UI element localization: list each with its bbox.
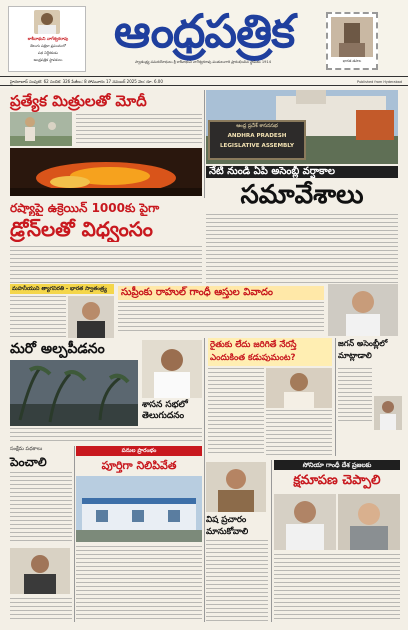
modi-photo: [10, 112, 72, 146]
founder-box: [8, 6, 86, 72]
founder-note-3: ఆంధ్రపత్రిక స్థాపకులు: [33, 58, 63, 62]
assembly-board: [208, 120, 306, 160]
amit-shah-photo: [274, 494, 336, 550]
stamp-portrait: [331, 17, 373, 57]
vishaprachar-headline: విష ప్రచారం మానుకోవాలి: [206, 515, 249, 537]
founded-text: స్థాపితం 1914: [249, 60, 272, 64]
complete-kicker: పనుల ప్రారంభం: [76, 446, 202, 456]
farmers-photo: [266, 368, 332, 408]
board-line-1: ఆంధ్ర ప్రదేశ్ శాసనసభ: [236, 123, 278, 129]
modi-headline: ప్రత్యేక మిత్రులతో మోదీ: [10, 92, 147, 110]
masthead-tagline: [92, 60, 314, 65]
postage-stamp: [326, 12, 378, 70]
sonia-body: [274, 554, 400, 622]
assembly-headline: సమావేశాలు: [240, 180, 364, 210]
edition-badge: Published from Hyderabad: [356, 79, 402, 84]
dateline: [0, 76, 408, 86]
complete-headline: పూర్తిగా నిలిపివేత: [101, 459, 177, 472]
jagan-photo: [374, 396, 402, 430]
pension-photo: [10, 548, 70, 594]
tribute-headline: మహనీయుని త్యాగనిరతి - భారత స్వాతంత్ర్య: [10, 284, 114, 294]
founder-note-1: తెలుగు పత్రికా ప్రపంచంలో: [30, 44, 66, 48]
sonia-photo: [338, 494, 400, 550]
russia-headline: డ్రోన్‌లతో విధ్వంసం: [10, 217, 153, 241]
board-line-3: LEGISLATIVE ASSEMBLY: [219, 143, 295, 149]
column-rule: [204, 90, 205, 198]
sonia-headline: క్షమాపణ చెప్పాలి: [293, 473, 381, 488]
rahul-headline: సుప్రీంకు రాహుల్ గాంధీ ఆస్తుల వివాదం: [118, 286, 324, 300]
vishaprachar-photo: [206, 462, 266, 512]
tribute-photo: [68, 296, 114, 338]
russia-kicker: రష్యాపై ఉక్రెయిన్ 1000కు పైగా: [10, 201, 160, 215]
column-rule: [204, 338, 205, 622]
founder-note-2: పథ నిర్దేశకుడు: [38, 51, 58, 55]
founder-photo: [34, 10, 60, 34]
revanth-headline: శాసన సభలో తెలుగుదనం: [142, 400, 188, 421]
assembly-photo: [206, 90, 398, 164]
farmers-body-2: [266, 410, 332, 456]
vishaprachar-body: [206, 540, 268, 622]
assembly-body: [206, 214, 398, 284]
dateline-text: హైదరాబాద్ సంపుటి: 62 సంచిక: 326 పేజీలు: 8 సోమవారం 17 నవంబర్ 2025 వెల: రూ. 6.00: [10, 79, 163, 84]
tagline-text: స్వాతంత్ర్య సమరయోధులు శ్రీ కాశీనాథుని నాగేశ్వరరావు పంతులుగారి ప్రారంభించిన: [134, 60, 249, 64]
complete-body: [76, 546, 202, 622]
cyclone-headline: మరో అల్పపీడనం: [10, 341, 105, 357]
modi-story: [10, 90, 202, 198]
assembly-kicker: నేటి నుండి ఏపి అసెంబ్లీ వర్షాకాల: [206, 166, 398, 178]
cyclone-body: [10, 428, 202, 444]
column-rule: [335, 338, 336, 456]
cyclone-photo: [10, 360, 138, 426]
rahul-body: [118, 302, 324, 332]
pension-body: [10, 472, 72, 542]
revanth-photo: [142, 340, 202, 398]
column-rule: [271, 460, 272, 622]
jagan-headline: జగన్ అసెంబ్లీలో మాట్లాడాలి: [338, 339, 388, 360]
pension-headline: పెంచాలి: [10, 455, 47, 469]
fire-photo: [10, 148, 202, 196]
stamp-label: భారత తపాల: [342, 59, 362, 63]
farmers-headline: రైతుకు లేదు జరిగితే నేరస్తే ఎందుకింత కడుపుమంట?: [208, 338, 332, 366]
masthead-title: ఆంధ్రపత్రిక: [113, 4, 295, 58]
farmers-body: [208, 368, 264, 456]
modi-body: [76, 114, 202, 144]
founder-name: కాశీనాథుని నాగేశ్వరరావు: [27, 36, 69, 41]
sonia-kicker: సోనియా గాంధీ దేశ ప్రజలకు: [274, 460, 400, 470]
russia-body: [10, 246, 202, 286]
column-rule: [74, 446, 75, 622]
complete-photo: [76, 476, 202, 542]
masthead: [0, 0, 408, 88]
pension-kicker: సంక్షేమ పథకాలు: [10, 446, 43, 452]
tribute-body: [10, 296, 66, 338]
board-line-2: ANDHRA PRADESH: [227, 133, 287, 139]
pension-body-2: [10, 598, 72, 622]
jagan-body: [338, 368, 372, 424]
rahul-photo: [328, 284, 398, 336]
